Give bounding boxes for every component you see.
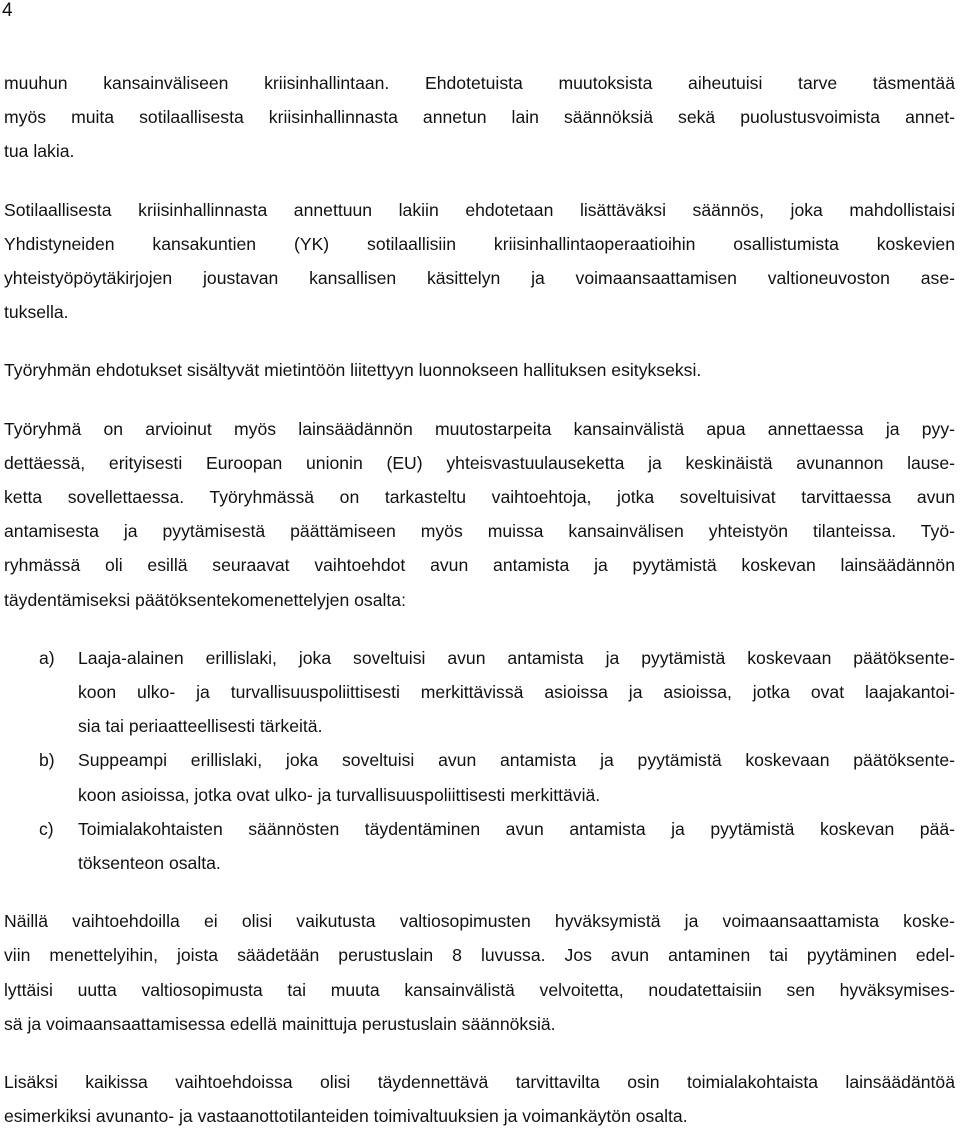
list-marker: a) bbox=[39, 647, 55, 668]
text-line: Laaja-alainen erillislaki, joka soveltuisi avun antamista ja pyytämistä koskevaan päätöksente- bbox=[78, 647, 955, 668]
list-marker: b) bbox=[39, 750, 55, 771]
options-list bbox=[4, 641, 955, 880]
text-line: Lisäksi kaikissa vaihtoehdoissa olisi täydennettävä tarvittavilta osin toimialakohtaista lainsäädäntöä bbox=[4, 1072, 955, 1093]
document-body bbox=[4, 66, 955, 1133]
text-line: antamisesta ja pyytämisestä päättämiseen myös muissa kansainvälisen yhteistyön tilanteissa. Työ- bbox=[4, 521, 955, 542]
paragraph-treaties bbox=[4, 904, 955, 1041]
text-line: töksenteon osalta. bbox=[78, 853, 221, 874]
text-line: Näillä vaihtoehdoilla ei olisi vaikutusta valtiosopimusten hyväksymistä ja voimaansaattamista koske- bbox=[4, 911, 955, 932]
text-line: esimerkiksi avunanto- ja vastaanottotilanteiden toimivaltuuksien ja voimankäytön osalta. bbox=[4, 1106, 688, 1127]
text-line: Yhdistyneiden kansakuntien (YK) sotilaallisiin kriisinhallintaoperaatioihin osallistumista koskevien bbox=[4, 233, 955, 254]
text-line: koon asioissa, jotka ovat ulko- ja turvallisuuspoliittisesti merkittäviä. bbox=[78, 784, 601, 805]
paragraph-assessment bbox=[4, 412, 955, 617]
text-line: muuhun kansainväliseen kriisinhallintaan. Ehdotetuista muutoksista aiheutuisi tarve täsmentää bbox=[4, 73, 955, 93]
text-line: viin menettelyihin, joista säädetään perustuslain 8 luvussa. Jos avun antaminen tai pyytäminen edel- bbox=[4, 945, 955, 966]
text-line: Toimialakohtaisten säännösten täydentäminen avun antamista ja pyytämistä koskevan pää- bbox=[78, 818, 955, 839]
paragraph-proposals bbox=[4, 353, 955, 387]
text-line: koon ulko- ja turvallisuuspoliittisesti merkittävissä asioissa ja asioissa, jotka ovat laajakantoi- bbox=[78, 682, 955, 703]
text-line: täydentämiseksi päätöksentekomenettelyjen osalta: bbox=[4, 589, 406, 610]
text-line: sä ja voimaansaattamisessa edellä mainittuja perustuslain säännöksiä. bbox=[4, 1013, 556, 1034]
text-line: lyttäisi uutta valtiosopimusta tai muuta kansainvälistä velvoitetta, noudatettaisiin sen hyväksymises- bbox=[4, 979, 955, 1000]
text-line: ryhmässä oli esillä seuraavat vaihtoehdot avun antamista ja pyytämistä koskevan lainsäädännön bbox=[4, 555, 955, 576]
text-line: sia tai periaatteellisesti tärkeitä. bbox=[78, 716, 323, 737]
list-item-a bbox=[4, 641, 955, 744]
list-item-c bbox=[4, 812, 955, 880]
text-line: yhteistyöpöytäkirjojen joustavan kansallisen käsittelyn ja voimaansaattamisen valtioneuvoston ase- bbox=[4, 268, 955, 289]
text-line: Työryhmä on arvioinut myös lainsäädännön muutostarpeita kansainvälistä apua annettaessa ja pyy- bbox=[4, 418, 955, 439]
paragraph-amendment bbox=[4, 193, 955, 330]
text-line: ketta sovellettaessa. Työryhmässä on tarkasteltu vaihtoehtoja, jotka soveltuisivat tarvittaessa avun bbox=[4, 487, 955, 508]
text-line: myös muita sotilaallisesta kriisinhallinnasta annetun lain säännöksiä sekä puolustusvoimista annet- bbox=[4, 107, 955, 128]
page-number: 4 bbox=[2, 0, 13, 21]
text-line: Suppeampi erillislaki, joka soveltuisi avun antamista ja pyytämistä koskevaan päätöksente- bbox=[78, 750, 955, 771]
text-line: dettäessä, erityisesti Euroopan unionin (EU) yhteisvastuulauseketta ja keskinäistä avunannon lause- bbox=[4, 452, 955, 473]
text-line: Työryhmän ehdotukset sisältyvät mietintöön liitettyyn luonnokseen hallituksen esitykseksi. bbox=[4, 360, 702, 381]
text-line: Sotilaallisesta kriisinhallinnasta annettuun lakiin ehdotetaan lisättäväksi säännös, joka mahdollistaisi bbox=[4, 199, 955, 220]
text-line: tuksella. bbox=[4, 302, 69, 323]
list-item-b bbox=[4, 743, 955, 811]
paragraph-intro bbox=[4, 66, 955, 169]
paragraph-sectoral bbox=[4, 1065, 955, 1133]
text-line: tua lakia. bbox=[4, 141, 75, 162]
list-marker: c) bbox=[39, 818, 54, 839]
